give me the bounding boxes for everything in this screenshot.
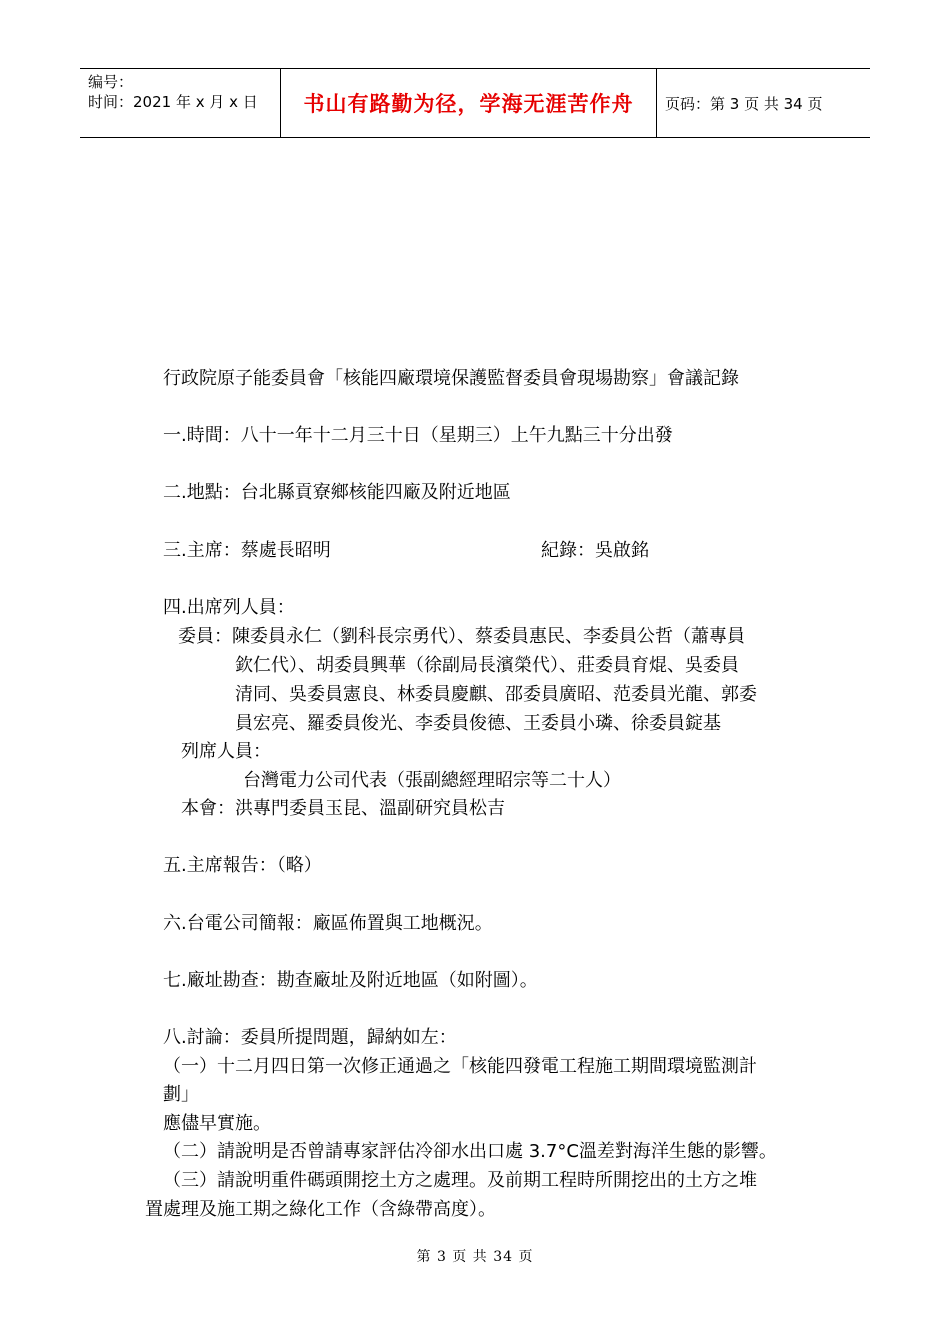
- motto-text: 书山有路勤为径，学海无涯苦作舟: [303, 92, 634, 116]
- discussion-item-3-a: （三）請說明重件碼頭開挖土方之處理。及前期工程時所開挖出的土方之堆: [163, 1170, 757, 1191]
- observers-heading: 列席人員：: [181, 741, 271, 762]
- header-motto-cell: [281, 69, 657, 137]
- discussion-heading: 八.討論：委員所提問題，歸納如左：: [163, 1027, 457, 1048]
- meeting-place: 二.地點：台北縣貢寮鄉核能四廠及附近地區: [163, 482, 511, 503]
- document-title: 行政院原子能委員會「核能四廠環境保護監督委員會現場勘察」會議記錄: [163, 368, 739, 389]
- header-page-label: 页码：第 3 页 共 34 页: [665, 94, 823, 113]
- code-label: 编号：: [88, 73, 134, 91]
- members-line-4: 員宏亮、羅委員俊光、李委員俊德、王委員小璘、徐委員錠基: [235, 713, 721, 734]
- members-line-3: 清同、吳委員憲良、林委員慶麒、邵委員廣昭、范委員光龍、郭委: [235, 684, 757, 705]
- discussion-item-3-b: 置處理及施工期之綠化工作（含綠帶高度）。: [145, 1199, 496, 1220]
- site-inspection: 七.廠址勘查：勘查廠址及附近地區（如附圖）。: [163, 970, 538, 991]
- header-page-cell: [657, 69, 870, 137]
- members-line-1: 委員：陳委員永仁（劉科長宗勇代）、蔡委員惠民、李委員公哲（蕭專員: [178, 626, 745, 647]
- discussion-item-1-b: 劃」: [163, 1084, 199, 1105]
- time-label: 时间：2021 年 x 月 x 日: [88, 93, 258, 111]
- members-line-2: 欽仁代）、胡委員興華（徐副局長濱榮代）、莊委員育焜、吳委員: [235, 655, 739, 676]
- taipower-briefing: 六.台電公司簡報：廠區佈置與工地概況。: [163, 913, 493, 934]
- meeting-time: 一.時間：八十一年十二月三十日（星期三）上午九點三十分出發: [163, 425, 673, 446]
- meeting-chair: 三.主席：蔡處長昭明: [163, 540, 331, 561]
- staff-line: 本會：洪專門委員玉昆、溫副研究員松吉: [181, 798, 505, 819]
- page-header: [80, 68, 870, 138]
- header-meta-cell: [80, 69, 281, 137]
- discussion-item-1-c: 應儘早實施。: [163, 1113, 271, 1134]
- discussion-item-2: （二）請說明是否曾請專家評估冷卻水出口處 3.7°C溫差對海洋生態的影響。: [163, 1141, 777, 1162]
- discussion-item-1-a: （一）十二月四日第一次修正通過之「核能四發電工程施工期間環境監測計: [163, 1056, 757, 1077]
- observers-line: 台灣電力公司代表（張副總經理昭宗等二十人）: [243, 770, 621, 791]
- page-footer: 第 3 页 共 34 页: [416, 1249, 534, 1265]
- chair-report: 五.主席報告：（略）: [163, 855, 322, 876]
- meeting-recorder: 紀錄：吳啟銘: [541, 540, 649, 561]
- attendees-heading: 四.出席列人員：: [163, 597, 295, 618]
